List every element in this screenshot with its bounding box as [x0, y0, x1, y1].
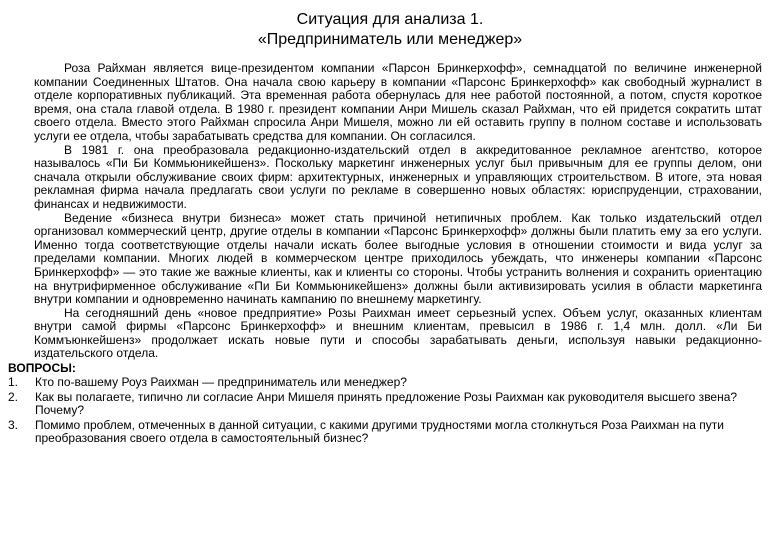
paragraph: На сегодняшний день «новое предприятие» Розы Раихман имеет серьезный успех. Объем услуг, оказанных клиентам внутри самой фирмы «Парсонс Бринкерхофф» и внешним клиентам, превысил в 1986 г. 1,4 млн. долл. «Ли Би Коммъюнкейшенз» продолжает искать новые пути и способы зарабатывать деньги, используя навыки редакционно-издательского отдела.: [34, 305, 762, 361]
questions-list: [8, 376, 762, 446]
question-item: [8, 376, 762, 390]
case-text: [34, 62, 762, 361]
paragraph: Ведение «бизнеса внутри бизнеса» может стать причиной нетипичных проблем. Как только издательский отдел организовал коммерческий центр, другие отделы в компании «Парсонс Бринкерхофф» должны были платить ему за его услуги. Именно тогда соответствующие отделы начали искать более выгодные условия в отношении стоимости и вида услуг за пределами компании. Многих людей в коммерческом центре приходилось убеждать, что инженеры компании «Парсонс Бринкерхофф» — это такие же важные клиенты, как и клиенты со стороны. Чтобы устранить волнения и сохранить ориентацию на внутрифирменное обслуживание «Пи Би Коммьюникейшенз» должны были активизировать усилия в области маркетинга внутри компании и одновременно начинать кампанию по внешнему маркетингу.: [34, 210, 762, 307]
question-text: Как вы полагаете, типично ли согласие Анри Мишеля принять предложение Розы Раихман как руководителя высшего звена? Почему?: [35, 389, 738, 418]
question-item: [8, 391, 762, 418]
paragraph: Роза Райхман является вице-президентом компании «Парсон Бринкерхофф», семнадцатой по величине инженерной компании Соединенных Штатов. Она начала свою карьеру в компании «Парсонс Бринкерхофф» как свободный журналист в отделе корпоративных публикаций. Эта временная работа обернулась для нее работой постоянной, а потом, спустя короткое время, она стала главой отдела. В 1980 г. президент компании Анри Мишель сказал Райхман, что ей придется сократить штат своего отдела. Вместо этого Райхман спросила Анри Мишеля, можно ли ей оставить группу в полном составе и использовать услуги ее отдела, чтобы зарабатывать средства для компании. Он согласился.: [34, 61, 762, 143]
question-item: [8, 419, 762, 446]
slide-title: [0, 0, 780, 50]
questions-heading: ВОПРОСЫ:: [8, 361, 76, 376]
question-number: 3.: [8, 417, 19, 432]
question-text: Помимо проблем, отмеченных в данной ситуации, с какими другими трудностями могла столкнуться Роза Раихман на пути преобразования своего отдела в самостоятельный бизнес?: [35, 417, 724, 446]
question-text: Кто по-вашему Роуз Раихман — предприниматель или менеджер?: [35, 375, 407, 390]
title-line-1: Ситуация для анализа 1.: [296, 11, 484, 28]
question-number: 1.: [8, 375, 19, 390]
paragraph: В 1981 г. она преобразовала редакционно-издательский отдел в аккредитованное рекламное агентство, которое называлось «Пи Би Коммьюникейшенз». Поскольку маркетинг инженерных услуг был привычным для ее группы делом, они сначала открыли обслуживание своих фирм: архитектурных, инженерных и управляющих строительством. В итоге, эта новая рекламная фирма начала предлагать свои услуги по рекламе в совершенно новых областях: юриспруденции, страховании, финансах и недвижимости.: [34, 142, 762, 211]
title-line-2: «Предприниматель или менеджер»: [257, 31, 523, 48]
question-number: 2.: [8, 389, 19, 404]
